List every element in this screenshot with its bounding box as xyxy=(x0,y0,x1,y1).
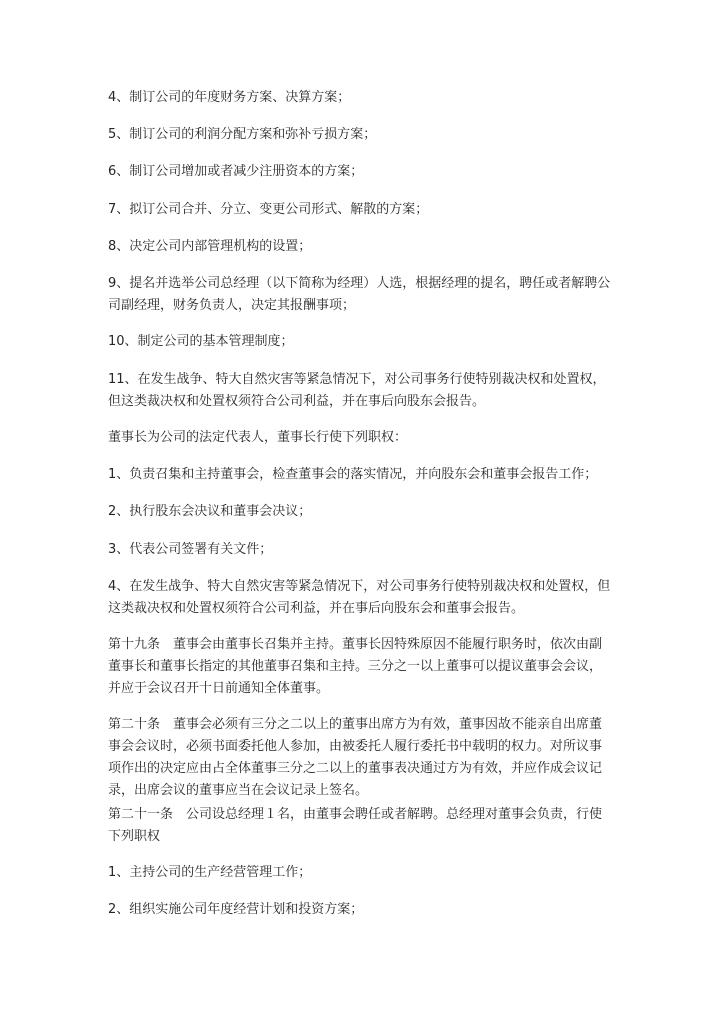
paragraph-article-21: 第二十一条 公司设总经理１名，由董事会聘任或者解聘。总经理对董事会负责，行使下列职权 xyxy=(108,807,603,844)
paragraph-item-11: 11、在发生战争、特大自然灾害等紧急情况下，对公司事务行使特别裁决权和处置权，但这类裁决权和处置权须符合公司利益，并在事后向股东会报告。 xyxy=(108,372,606,409)
paragraph-chairman-4: 4、在发生战争、特大自然灾害等紧急情况下，对公司事务行使特别裁决权和处置权，但这类裁决权和处置权须符合公司利益，并在事后向股东会和董事会报告。 xyxy=(108,579,611,616)
paragraph-item-6: 6、制订公司增加或者减少注册资本的方案； xyxy=(108,164,364,179)
paragraph-manager-2: 2、组织实施公司年度经营计划和投资方案； xyxy=(108,902,364,917)
paragraph-item-4: 4、制订公司的年度财务方案、决算方案； xyxy=(108,90,351,105)
paragraph-manager-1: 1、主持公司的生产经营管理工作； xyxy=(108,865,312,880)
paragraph-item-9: 9、提名并选举公司总经理（以下简称为经理）人选，根据经理的提名，聘任或者解聘公司副经理，财务负责人，决定其报酬事项； xyxy=(108,276,611,313)
paragraph-article-20: 第二十条 董事会必须有三分之二以上的董事出席方为有效，董事因故不能亲自出席董事会会议时，必须书面委托他人参加，由被委托人履行委托书中载明的权力。对所议事项作出的决定应由占全体董事三分之二以上的董事表决通过方为有效，并应作成会议记录，出席会议的董事应当在会议记录上签名。 xyxy=(108,717,603,798)
paragraph-chairman-3: 3、代表公司签署有关文件； xyxy=(108,542,273,557)
paragraph-item-7: 7、拟订公司合并、分立、变更公司形式、解散的方案； xyxy=(108,202,429,217)
paragraph-chairman-1: 1、负责召集和主持董事会，检查董事会的落实情况，并向股东会和董事会报告工作； xyxy=(108,467,598,482)
paragraph-item-8: 8、决定公司内部管理机构的设置； xyxy=(108,239,312,254)
paragraph-item-10: 10、制定公司的基本管理制度； xyxy=(108,334,294,349)
paragraph-chairman-intro: 董事长为公司的法定代表人，董事长行使下列职权： xyxy=(108,430,408,445)
paragraph-article-19: 第十九条 董事会由董事长召集并主持。董事长因特殊原因不能履行职务时，依次由副董事长和董事长指定的其他董事召集和主持。三分之一以上董事可以提议董事会会议，并应于会议召开十日前通知全体董事。 xyxy=(108,637,603,696)
paragraph-item-5: 5、制订公司的利润分配方案和弥补亏损方案； xyxy=(108,127,377,142)
paragraph-chairman-2: 2、执行股东会决议和董事会决议； xyxy=(108,504,312,519)
